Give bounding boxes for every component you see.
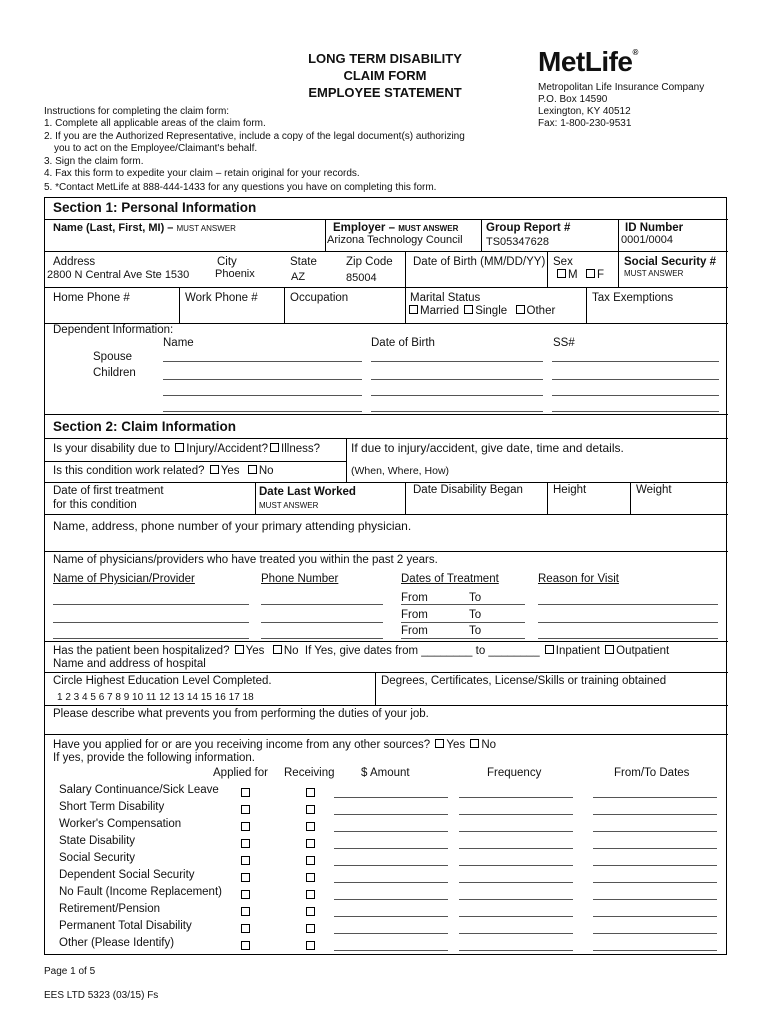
instructions-heading: Instructions for completing the claim form: — [44, 106, 230, 117]
from-to-header: From/To Dates — [614, 767, 690, 779]
id-number-field[interactable]: 0001/0004 — [621, 234, 673, 246]
income-yes[interactable] — [435, 739, 444, 748]
sex-f-checkbox[interactable] — [586, 269, 595, 278]
education-levels[interactable]: 1 2 3 4 5 6 7 8 9 10 11 12 13 14 15 16 17 18 — [57, 692, 254, 703]
group-report-field[interactable]: TS05347628 — [486, 236, 549, 248]
zip-label: Zip Code — [346, 256, 393, 268]
company-fax: Fax: 1-800-230-9531 — [538, 118, 632, 129]
spouse-label: Spouse — [93, 351, 133, 363]
amount-header: $ Amount — [361, 767, 410, 779]
last-worked-label: Date Last Worked — [259, 486, 356, 498]
work-phone-label: Work Phone # — [185, 292, 258, 304]
hospital-name-label: Name and address of hospital — [53, 658, 206, 670]
from-label: From — [401, 609, 428, 621]
providers-question: Name of physicians/providers who have treated you within the past 2 years. — [53, 554, 438, 566]
to-label: To — [469, 609, 482, 621]
inpatient-checkbox[interactable] — [545, 645, 554, 654]
applied-for-checkbox[interactable] — [241, 924, 250, 933]
form-code: EES LTD 5323 (03/15) Fs — [44, 990, 159, 1001]
section-1-title: Section 1: Personal Information — [53, 200, 257, 215]
provider-phone-header: Phone Number — [261, 573, 339, 585]
income-source-label: Worker's Compensation — [59, 818, 182, 830]
disability-began-label: Date Disability Began — [413, 484, 523, 496]
state-label: State — [290, 256, 317, 268]
address-field[interactable]: 2800 N Central Ave Ste 1530 — [47, 269, 190, 281]
city-field[interactable]: Phoenix — [215, 268, 255, 280]
state-field[interactable]: AZ — [291, 271, 306, 283]
applied-for-checkbox[interactable] — [241, 941, 250, 950]
occupation-label: Occupation — [290, 292, 349, 304]
instruction-item: 4. Fax this form to expedite your claim – retain original for your records. — [44, 168, 360, 180]
illness-checkbox[interactable] — [270, 443, 279, 452]
company-name: Metropolitan Life Insurance Company — [538, 82, 705, 93]
income-source-label: Salary Continuance/Sick Leave — [59, 784, 219, 796]
income-source-label: Retirement/Pension — [59, 903, 160, 915]
hospitalized-yes[interactable] — [235, 645, 244, 654]
receiving-checkbox[interactable] — [306, 873, 315, 882]
employer-field[interactable]: Arizona Technology Council — [327, 234, 463, 246]
income-source-label: Permanent Total Disability — [59, 920, 192, 932]
work-related-no[interactable] — [248, 465, 257, 474]
registered-mark: ® — [632, 48, 638, 57]
page-number: Page 1 of 5 — [44, 966, 96, 977]
ssn-must-answer: MUST ANSWER — [624, 269, 684, 278]
applied-for-checkbox[interactable] — [241, 873, 250, 882]
hospitalized-question: Has the patient been hospitalized? Yes No If Yes, give dates from ________ to ________ Inpatient Outpatient — [53, 645, 670, 657]
income-follow-up: If yes, provide the following information. — [53, 752, 255, 764]
applied-for-checkbox[interactable] — [241, 788, 250, 797]
section-2-title: Section 2: Claim Information — [53, 419, 237, 434]
employer-label: Employer – MUST ANSWER — [333, 222, 459, 234]
receiving-checkbox[interactable] — [306, 907, 315, 916]
marital-status-label: Marital Status — [410, 292, 481, 304]
receiving-checkbox[interactable] — [306, 839, 315, 848]
instruction-item: 2. If you are the Authorized Representative, include a copy of the legal document(s) authorizing — [44, 130, 465, 142]
frequency-header: Frequency — [487, 767, 542, 779]
applied-for-checkbox[interactable] — [241, 890, 250, 899]
company-address — [538, 82, 704, 130]
applied-for-header: Applied for — [213, 767, 268, 779]
income-source-label: No Fault (Income Replacement) — [59, 886, 222, 898]
height-label: Height — [553, 484, 587, 496]
disability-question: Is your disability due to Injury/Accident? Illness? — [53, 443, 321, 455]
sex-m-checkbox[interactable] — [557, 269, 566, 278]
provider-name-header: Name of Physician/Provider — [53, 573, 195, 585]
dependent-ss-header: SS# — [553, 337, 575, 349]
company-po-box: P.O. Box 14590 — [538, 94, 608, 105]
instructions — [44, 106, 465, 195]
sex-label: Sex — [553, 256, 573, 268]
work-related-yes[interactable] — [210, 465, 219, 474]
group-report-label: Group Report # — [486, 222, 571, 234]
tax-exemptions-label: Tax Exemptions — [592, 292, 674, 304]
title-line-2: CLAIM FORM — [343, 68, 427, 83]
sex-options: M F — [555, 269, 604, 281]
physician-label: Name, address, phone number of your primary attending physician. — [53, 519, 412, 533]
to-label: To — [469, 625, 482, 637]
education-label: Circle Highest Education Level Completed. — [53, 675, 272, 687]
home-phone-label: Home Phone # — [53, 292, 130, 304]
weight-label: Weight — [636, 484, 672, 496]
receiving-header: Receiving — [284, 767, 335, 779]
applied-for-checkbox[interactable] — [241, 839, 250, 848]
income-source-label: Social Security — [59, 852, 136, 864]
when-where-label: (When, Where, How) — [351, 465, 450, 477]
last-worked-must-answer: MUST ANSWER — [259, 501, 319, 510]
receiving-checkbox[interactable] — [306, 941, 315, 950]
income-question: Have you applied for or are you receiving income from any other sources? Yes No — [53, 739, 497, 751]
outpatient-checkbox[interactable] — [605, 645, 614, 654]
dependent-info-label: Dependent Information: — [53, 324, 174, 336]
income-source-label: State Disability — [59, 835, 136, 847]
income-source-label: Short Term Disability — [59, 801, 165, 813]
income-source-label: Other (Please Identify) — [59, 937, 175, 949]
title-line-3: EMPLOYEE STATEMENT — [308, 85, 462, 100]
instruction-item: 3. Sign the claim form. — [44, 155, 144, 167]
single-checkbox[interactable] — [464, 305, 473, 314]
prevents-duties-label: Please describe what prevents you from performing the duties of your job. — [53, 708, 429, 720]
dependent-name-header: Name — [163, 337, 194, 349]
work-related-question: Is this condition work related? Yes No — [53, 465, 274, 477]
receiving-checkbox[interactable] — [306, 822, 315, 831]
name-label: Name (Last, First, MI) – MUST ANSWER — [53, 222, 236, 234]
income-source-label: Dependent Social Security — [59, 869, 195, 881]
city-label: City — [217, 256, 237, 268]
applied-for-checkbox[interactable] — [241, 822, 250, 831]
instruction-item: you to act on the Employee/Claimant's behalf. — [54, 143, 258, 155]
instruction-item: 1. Complete all applicable areas of the claim form. — [44, 118, 266, 130]
receiving-checkbox[interactable] — [306, 805, 315, 814]
married-checkbox[interactable] — [409, 305, 418, 314]
receiving-checkbox[interactable] — [306, 924, 315, 933]
company-city: Lexington, KY 40512 — [538, 106, 631, 117]
visit-reason-header: Reason for Visit — [538, 573, 619, 585]
degrees-label: Degrees, Certificates, License/Skills or training obtained — [381, 675, 667, 687]
zip-field[interactable]: 85004 — [346, 272, 377, 284]
treatment-dates-header: Dates of Treatment — [401, 573, 499, 585]
form-title — [250, 50, 520, 101]
title-line-1: LONG TERM DISABILITY — [308, 51, 462, 66]
children-label: Children — [93, 367, 136, 379]
first-treatment-label: Date of first treatment for this condition — [53, 485, 164, 511]
metlife-logo — [538, 46, 638, 78]
marital-options: Married Single Other — [407, 305, 555, 317]
other-checkbox[interactable] — [516, 305, 525, 314]
ssn-label: Social Security # — [624, 256, 717, 268]
injury-details-label: If due to injury/accident, give date, time and details. — [351, 441, 624, 455]
instruction-item: 5. *Contact MetLife at 888-444-1433 for any questions you have on completing this form. — [44, 182, 437, 194]
applied-for-checkbox[interactable] — [241, 907, 250, 916]
to-label: To — [469, 592, 482, 604]
receiving-checkbox[interactable] — [306, 890, 315, 899]
logo-text: MetLife — [538, 46, 633, 77]
id-number-label: ID Number — [625, 222, 684, 234]
dob-label: Date of Birth (MM/DD/YY) — [413, 256, 546, 268]
address-label: Address — [53, 256, 96, 268]
applied-for-checkbox[interactable] — [241, 856, 250, 865]
receiving-checkbox[interactable] — [306, 856, 315, 865]
income-no[interactable] — [470, 739, 479, 748]
injury-checkbox[interactable] — [175, 443, 184, 452]
receiving-checkbox[interactable] — [306, 788, 315, 797]
from-label: From — [401, 625, 428, 637]
applied-for-checkbox[interactable] — [241, 805, 250, 814]
hospitalized-no[interactable] — [273, 645, 282, 654]
dependent-dob-header: Date of Birth — [371, 337, 435, 349]
claim-form — [44, 197, 727, 955]
from-label: From — [401, 592, 428, 604]
